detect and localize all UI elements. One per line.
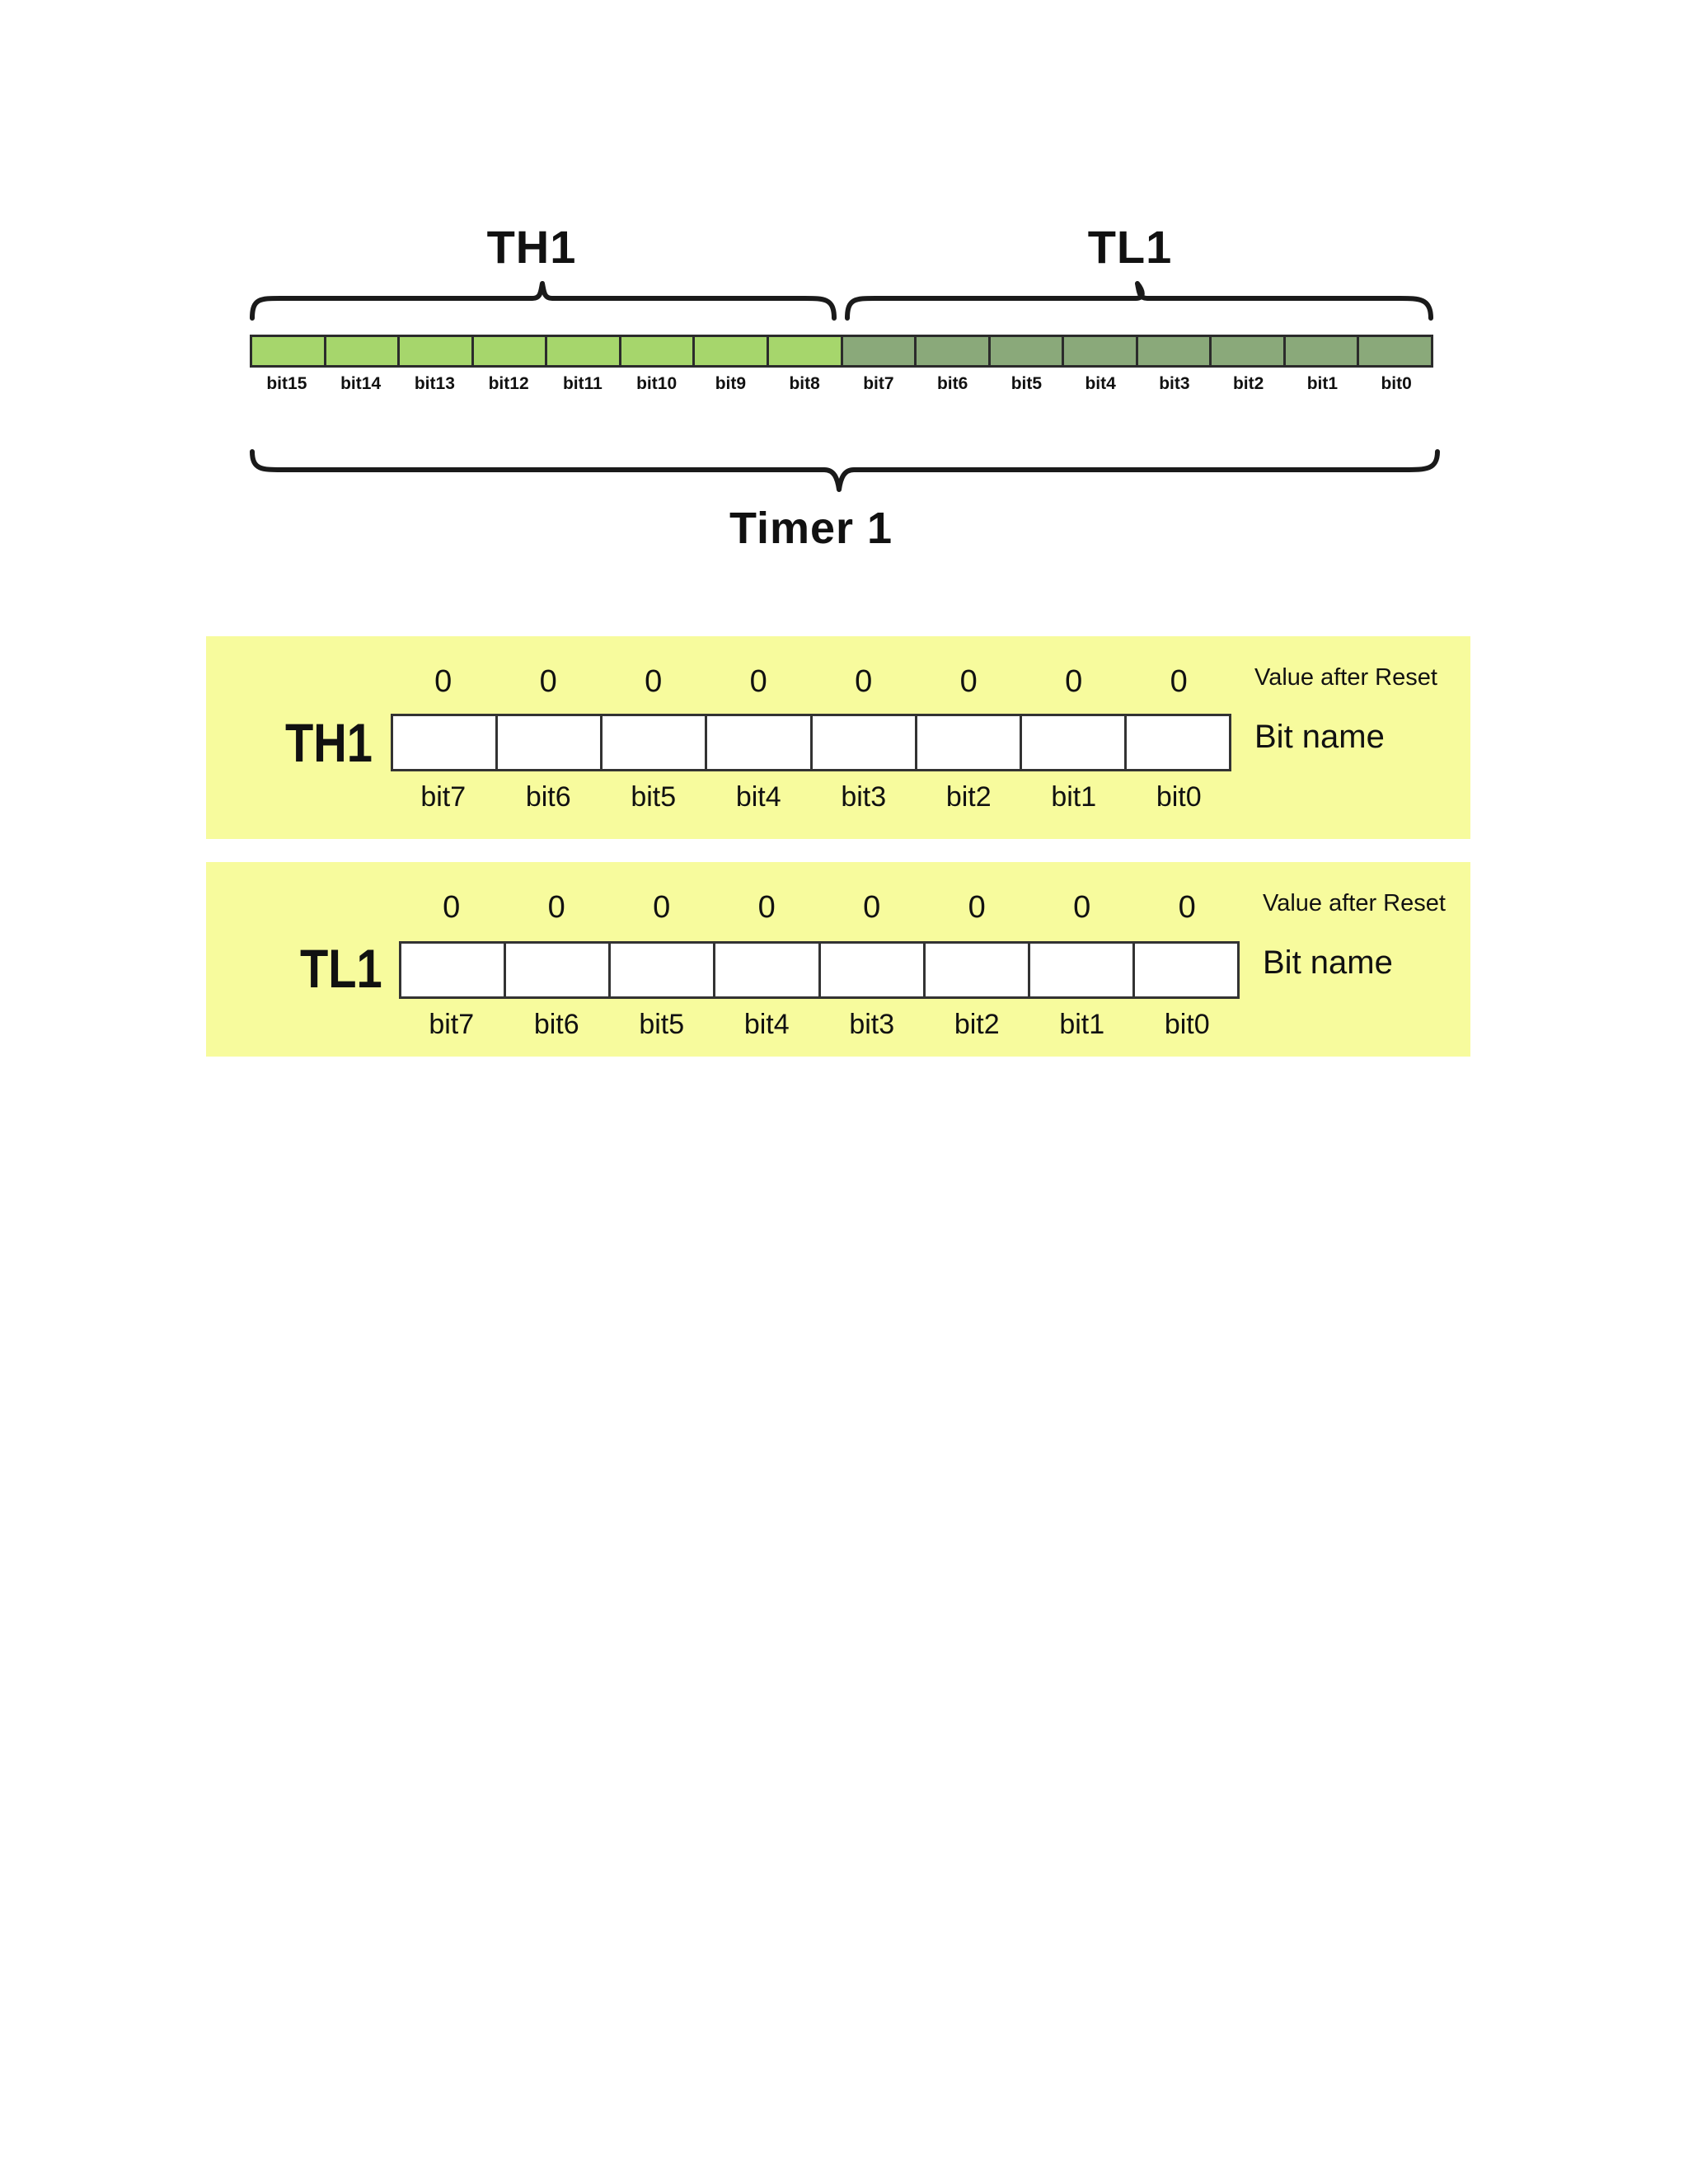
tl1-brace (842, 277, 1436, 326)
bit-label: bit13 (414, 374, 455, 393)
bit-name: bit2 (954, 1009, 1000, 1040)
reset-value: 0 (1073, 890, 1091, 925)
reset-value: 0 (959, 664, 978, 699)
tl1-group-label: TL1 (1087, 221, 1173, 273)
bit-box (498, 716, 603, 769)
bit-box (707, 716, 812, 769)
bit-name: bit2 (945, 781, 992, 813)
bit-cell (1212, 337, 1286, 365)
bit-name: bit5 (639, 1009, 685, 1040)
bit-box (926, 944, 1030, 996)
reset-value: 0 (757, 890, 776, 925)
bit-cell (917, 337, 991, 365)
bit-name: bit6 (525, 781, 571, 813)
bit-label: bit4 (1085, 374, 1116, 393)
bit-label: bit11 (562, 374, 603, 393)
bit-label: bit6 (936, 374, 968, 393)
reset-value: 0 (1065, 664, 1083, 699)
timer1-label: Timer 1 (729, 504, 893, 553)
bit-name: bit4 (735, 781, 781, 813)
bit-cell (843, 337, 917, 365)
bit-cell (621, 337, 696, 365)
bit-cell (547, 337, 621, 365)
reset-values-row (391, 664, 1231, 700)
bit-box (393, 716, 498, 769)
bit-name: bit5 (631, 781, 677, 813)
bit-cell (1359, 337, 1431, 365)
timer1-bit-labels (250, 374, 1433, 396)
bit-name: bit1 (1059, 1009, 1105, 1040)
bit-label: bit12 (488, 374, 529, 393)
timer1-brace (247, 445, 1442, 496)
bit-cell (326, 337, 401, 365)
reset-value: 0 (863, 890, 881, 925)
bit-box (1030, 944, 1135, 996)
register-name: TL1 (300, 938, 382, 999)
bit-label: bit7 (863, 374, 894, 393)
bit-label: bit15 (266, 374, 307, 393)
reset-values-row (399, 890, 1240, 926)
bit-name: bit3 (849, 1009, 895, 1040)
reset-value: 0 (434, 664, 452, 699)
th1-group-label: TH1 (486, 221, 577, 273)
bit-box (401, 944, 506, 996)
bit-box (813, 716, 917, 769)
bit-name: bit0 (1156, 781, 1202, 813)
bit-label: bit5 (1010, 374, 1043, 393)
bit-name: bit3 (841, 781, 887, 813)
bit-name: bit7 (429, 1009, 475, 1040)
th1-brace (247, 277, 841, 326)
th1-register-panel (206, 636, 1470, 839)
bit-label: bit10 (636, 374, 678, 393)
tl1-register-panel (206, 862, 1470, 1057)
reset-value: 0 (539, 664, 557, 699)
value-after-reset-caption: Value after Reset (1263, 890, 1446, 916)
bit-box (917, 716, 1022, 769)
bit-cell (400, 337, 474, 365)
bit-cell (1286, 337, 1360, 365)
bit-name: bit4 (743, 1009, 790, 1040)
reset-value: 0 (855, 664, 873, 699)
register-bit-boxes (399, 941, 1240, 999)
bit-cell (991, 337, 1065, 365)
bit-label: bit0 (1381, 374, 1412, 393)
bit-name: bit6 (533, 1009, 579, 1040)
bit-box (611, 944, 715, 996)
bit-cell (1138, 337, 1212, 365)
bit-box (1022, 716, 1127, 769)
bit-box (603, 716, 707, 769)
bit-label: bit2 (1232, 374, 1264, 393)
bit-label: bit1 (1306, 374, 1339, 393)
register-name: TH1 (285, 712, 373, 773)
bit-cell (474, 337, 548, 365)
bit-box (1135, 944, 1237, 996)
bit-label: bit8 (789, 374, 820, 393)
reset-value: 0 (749, 664, 767, 699)
bit-box (1127, 716, 1229, 769)
reset-value: 0 (968, 890, 986, 925)
reset-value: 0 (653, 890, 671, 925)
bit-name: bit1 (1051, 781, 1097, 813)
bit-cell (252, 337, 326, 365)
bit-name-caption: Bit name (1263, 944, 1393, 981)
bit-name: bit7 (420, 781, 467, 813)
bit-box (821, 944, 926, 996)
reset-value: 0 (1170, 664, 1188, 699)
bit-label: bit14 (340, 374, 382, 393)
value-after-reset-caption: Value after Reset (1254, 664, 1437, 691)
register-bit-boxes (391, 714, 1231, 771)
bit-name: bit0 (1164, 1009, 1210, 1040)
bit-cell (695, 337, 769, 365)
bit-label: bit3 (1159, 374, 1190, 393)
bit-label: bit9 (715, 374, 747, 393)
timer1-bit-bar (250, 335, 1433, 368)
bit-cell (769, 337, 843, 365)
bit-name-caption: Bit name (1254, 719, 1385, 755)
bit-box (506, 944, 611, 996)
bit-names-row (399, 1009, 1240, 1041)
bit-names-row (391, 781, 1231, 813)
reset-value: 0 (443, 890, 461, 925)
reset-value: 0 (645, 664, 663, 699)
reset-value: 0 (1178, 890, 1196, 925)
bit-cell (1064, 337, 1138, 365)
reset-value: 0 (547, 890, 565, 925)
bit-box (715, 944, 820, 996)
